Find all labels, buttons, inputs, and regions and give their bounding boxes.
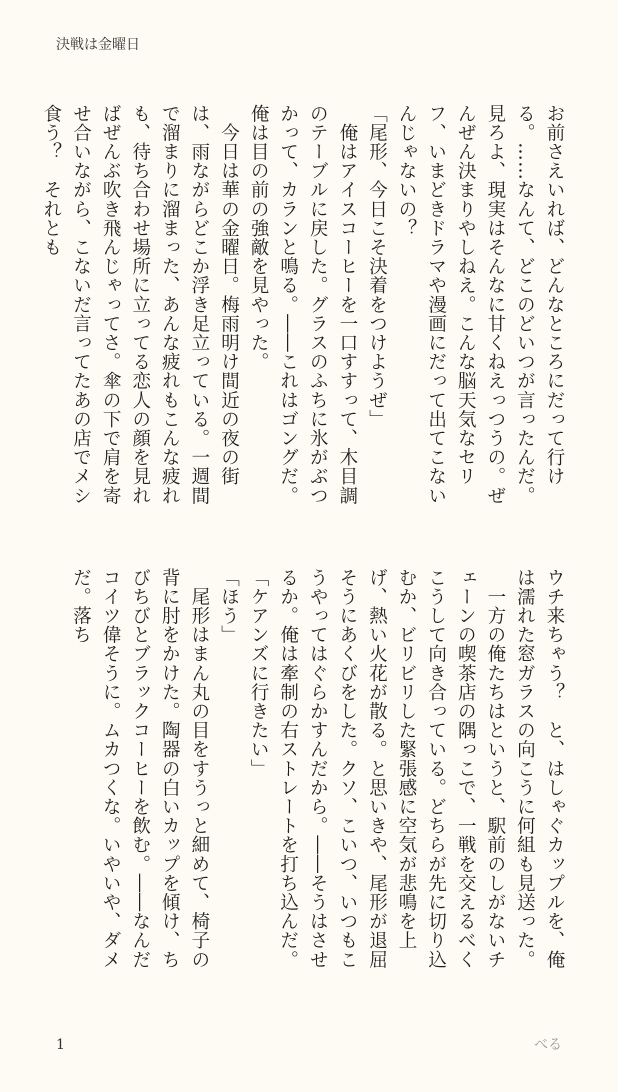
author-name: べる [534,1037,562,1053]
book-title: 決戦は金曜日 [56,37,140,53]
paragraph: 尾形はまん丸の目をすうっと細めて、椅子の背に肘をかけた。陶器の白いカップを傾け、ちびちびとブラックコーヒーを飲む。――なんだコイツ偉そうに。ムカつくな。いやいや、ダメだ。落ち [70,568,210,970]
paragraph: 「ほう」 [218,568,240,645]
paragraph: 「ケアンズに行きたい」 [248,568,270,779]
paragraph: お前さえいれば、どんなところにだって行ける。……なんて、どこのどいつが言ったんだ。見ろよ、現実はそんなに甘くねえっつうの。ぜんぜん決まりやしねえ。こんな脳天気なセリフ、いまどきドラマや漫画にだって出てこないんじゃないの？ [396,104,565,506]
text-block-top [40,104,569,520]
paragraph: 「尾形、今日こそ決着をつけようぜ」 [366,104,388,429]
paragraph: 一方の俺たちはというと、駅前のしがないチェーンの喫茶店の隅っこで、一戦を交えるべくこうして向き合っている。どちらが先に切り込むか、ビリビリした緊張感に空気が悲鳴を上げ、熱い火花が散る。と思いきや、尾形が退屈そうにあくびをした。クソ、こいつ、いつもこうやってはぐらかすんだから。――そうはさせるか。俺は牽制の右ストレートを打ち込んだ。 [277,568,506,970]
paragraph: ウチ来ちゃう？ と、はしゃぐカップルを、俺は濡れた窓ガラスの向こうに何組も見送った。 [514,568,565,970]
text-block-bottom [49,568,569,984]
paragraph: 俺はアイスコーヒーを一口すすって、木目調のテーブルに戻した。グラスのふちに氷がぶつかって、カランと鳴る。――これはゴングだ。俺は目の前の強敵を見やった。 [248,104,358,506]
paragraph: 今日は華の金曜日。梅雨明け間近の夜の街は、雨ながらどこか浮き足立っている。一週間で溜まりに溜まった、あんな疲れもこんな疲れも、待ち合わせ場所に立ってる恋人の顔を見ればぜんぶ吹き飛んじゃってさ。傘の下で肩を寄せ合いながら、こないだ言ってたあの店でメシ食う？ それとも [40,104,240,506]
page-number: 1 [56,1037,65,1053]
